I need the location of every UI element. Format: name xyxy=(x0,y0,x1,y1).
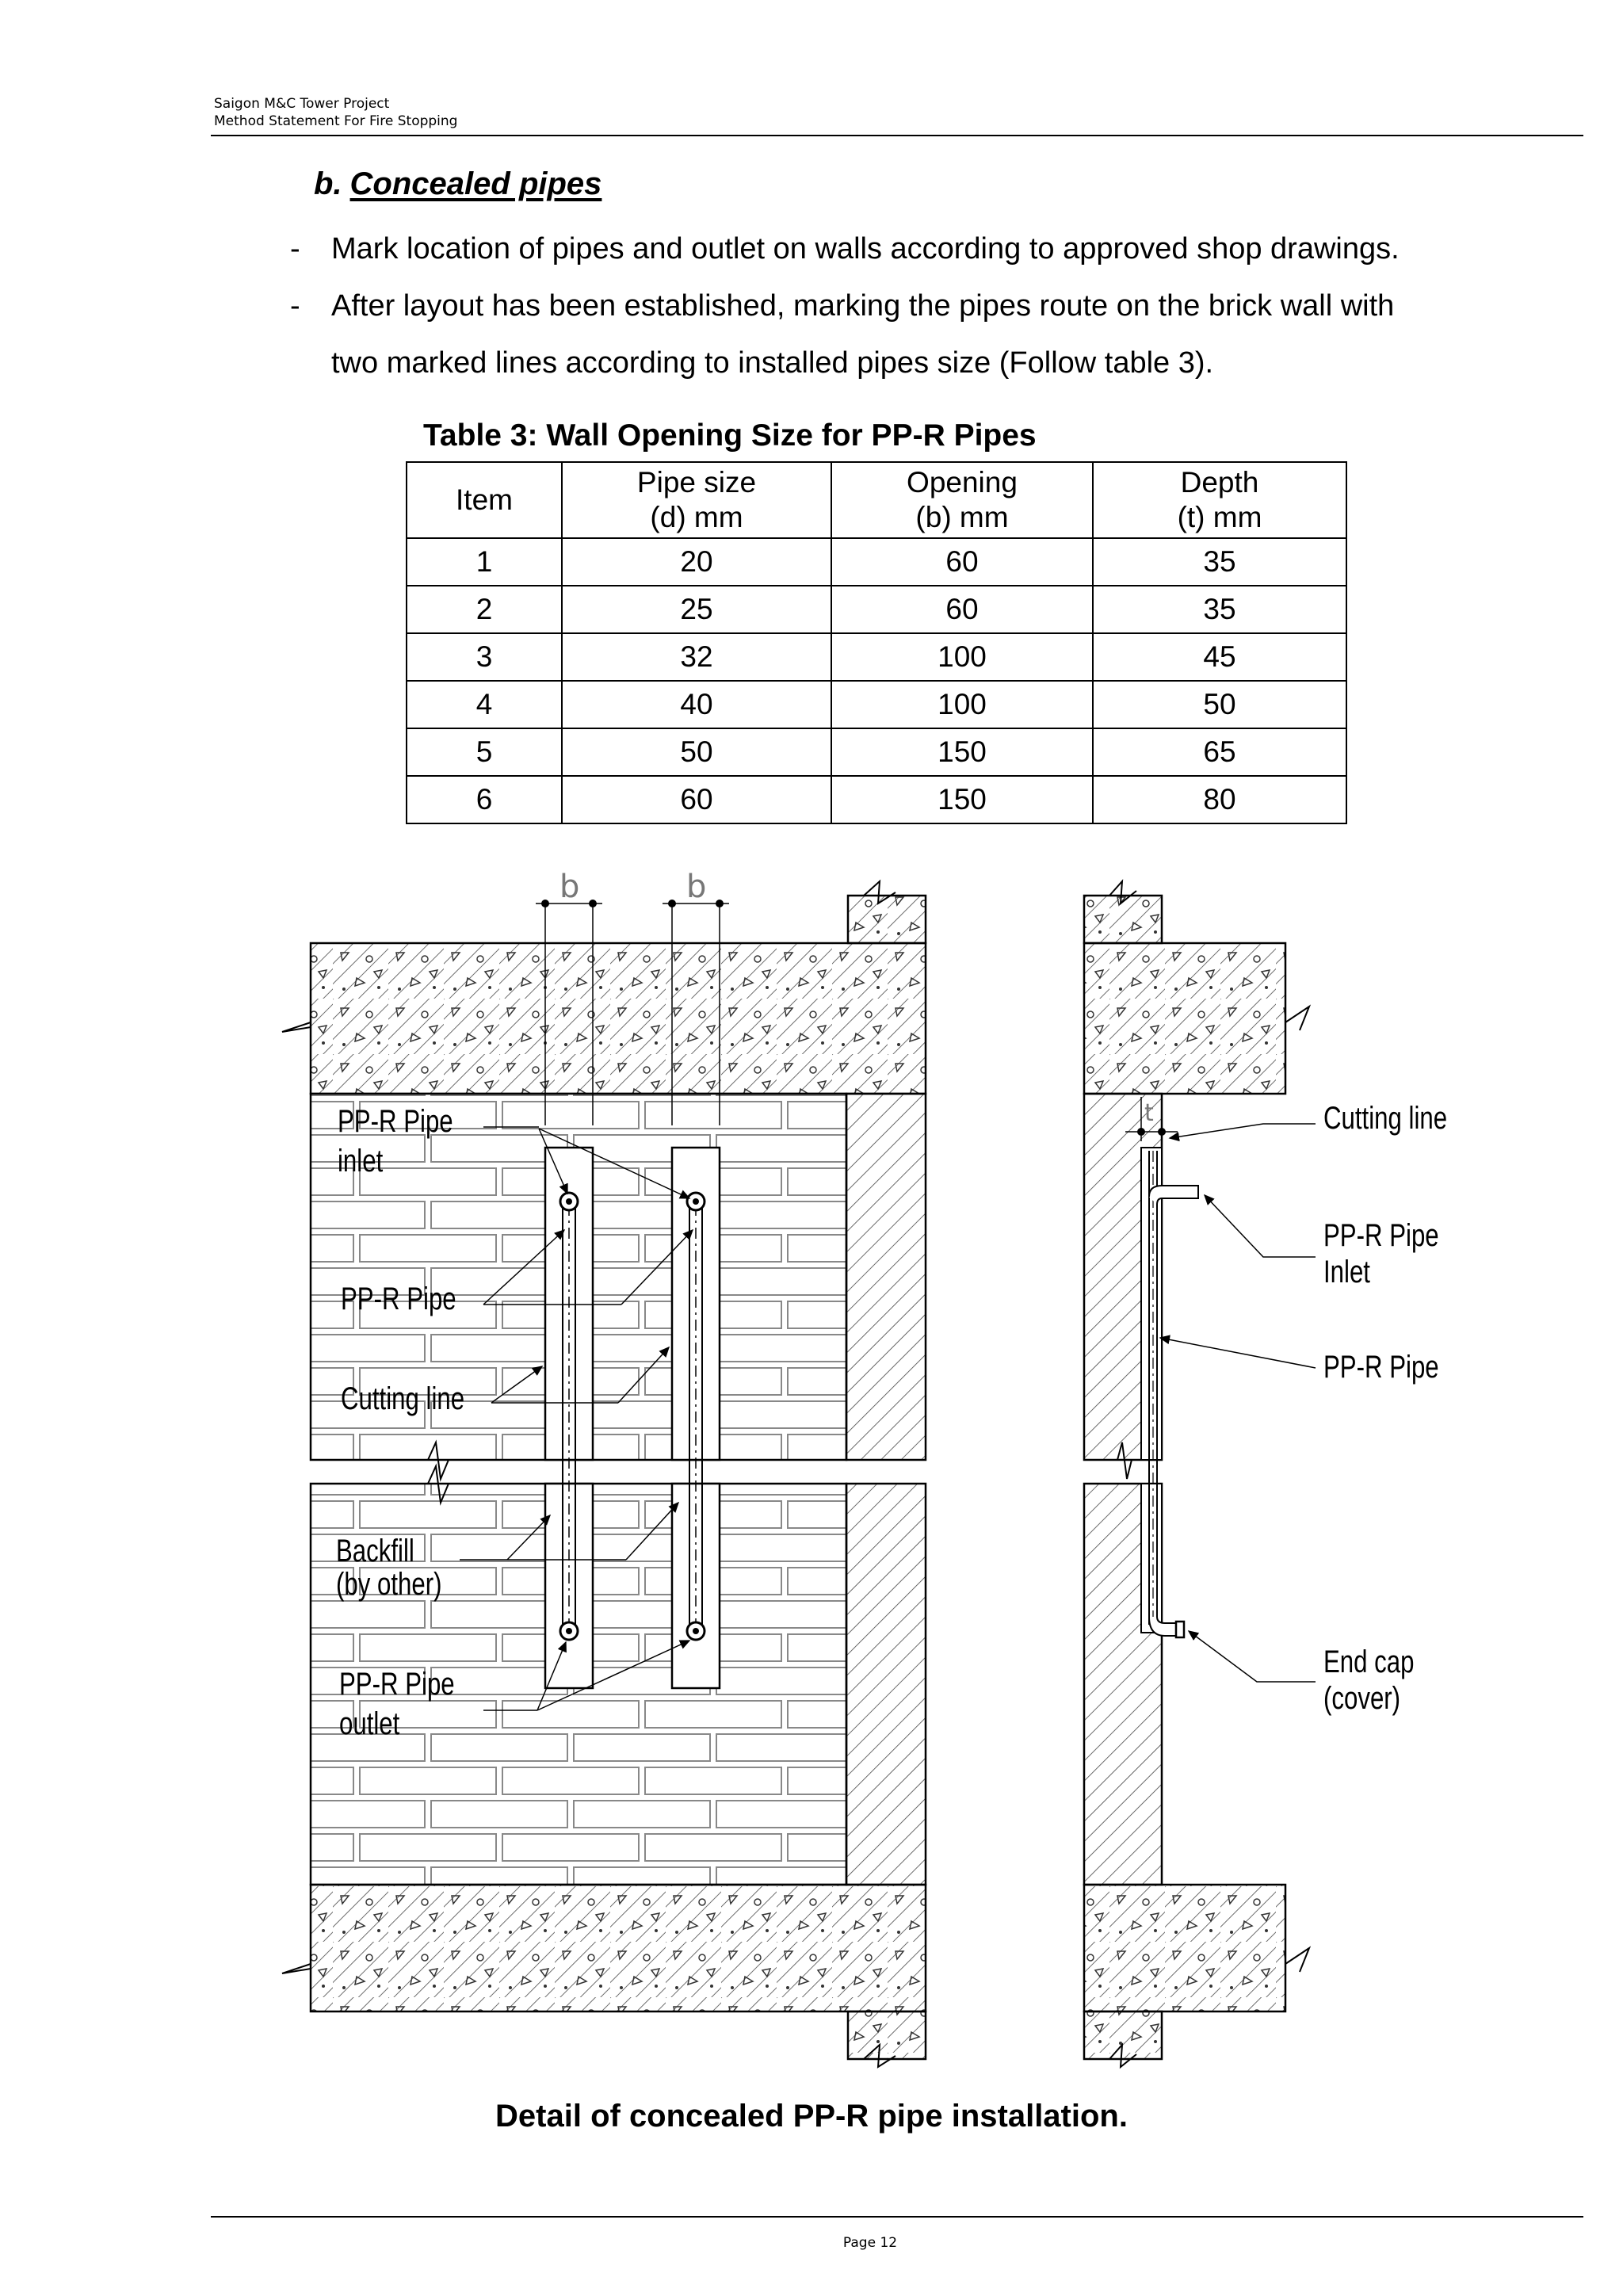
table-cell: 50 xyxy=(1093,681,1346,728)
table-cell: 100 xyxy=(831,633,1093,681)
label-pipe-outlet: PP-R Pipe outlet xyxy=(339,1667,455,1741)
table-cell: 25 xyxy=(562,586,831,633)
header-document: Method Statement For Fire Stopping xyxy=(214,113,458,129)
table-cell: 4 xyxy=(407,681,562,728)
table-cell: 35 xyxy=(1093,586,1346,633)
table-cell: 40 xyxy=(562,681,831,728)
label-pipe-inlet: PP-R Pipe inlet xyxy=(338,1104,453,1179)
label-cutting-line: Cutting line xyxy=(341,1381,465,1416)
table-cell: 60 xyxy=(831,586,1093,633)
table-cell: 60 xyxy=(831,538,1093,586)
concrete-column xyxy=(846,1094,926,1460)
figure-caption: Detail of concealed PP-R pipe installation. xyxy=(495,2099,1128,2134)
bullet-dash: - xyxy=(290,289,300,323)
table-cell: 150 xyxy=(831,776,1093,823)
label-section-pipe-inlet: PP-R Pipe Inlet xyxy=(1323,1218,1439,1289)
table-cell: 35 xyxy=(1093,538,1346,586)
bottom-slab xyxy=(311,1885,926,2011)
dimension-b-label: b xyxy=(686,869,707,905)
bullet-dash: - xyxy=(290,232,300,266)
table-cell: 3 xyxy=(407,633,562,681)
label-end-cap: End cap (cover) xyxy=(1323,1645,1415,1716)
table-cell: 150 xyxy=(831,728,1093,776)
header-cell: Item xyxy=(407,462,562,538)
bullet-text: Mark location of pipes and outlet on walls according to approved shop drawings. xyxy=(331,232,1400,266)
table-cell: 1 xyxy=(407,538,562,586)
section-bottom-slab xyxy=(1084,1885,1285,2011)
header-cell: Pipe size (d) mm xyxy=(562,462,831,538)
table-cell: 65 xyxy=(1093,728,1346,776)
table-cell: 80 xyxy=(1093,776,1346,823)
table-cell: 32 xyxy=(562,633,831,681)
top-slab xyxy=(311,943,926,1094)
section-title-text: Concealed pipes xyxy=(349,166,602,201)
section-top-slab xyxy=(1084,943,1285,1094)
table-cell: 5 xyxy=(407,728,562,776)
table-cell: 60 xyxy=(562,776,831,823)
table-caption: Table 3: Wall Opening Size for PP-R Pipes xyxy=(423,418,1037,453)
header-project: Saigon M&C Tower Project xyxy=(214,96,390,112)
section-label: b. xyxy=(314,166,342,201)
footer-rule xyxy=(211,2216,1583,2218)
label-backfill: Backfill (by other) xyxy=(336,1534,442,1602)
table-cell: 6 xyxy=(407,776,562,823)
table-cell: 50 xyxy=(562,728,831,776)
bullet-text: After layout has been established, marking the pipes route on the brick wall with xyxy=(331,289,1395,323)
table-cell: 2 xyxy=(407,586,562,633)
header-cell: Depth (t) mm xyxy=(1093,462,1346,538)
dimension-t-label: t xyxy=(1144,1099,1154,1127)
label-section-pipe: PP-R Pipe xyxy=(1323,1350,1439,1385)
table-cell: 100 xyxy=(831,681,1093,728)
label-pipe: PP-R Pipe xyxy=(341,1282,456,1316)
page-number: Page 12 xyxy=(842,2235,898,2251)
bullet-text-continued: two marked lines according to installed pipes size (Follow table 3). xyxy=(331,346,1214,380)
table-cell: 20 xyxy=(562,538,831,586)
label-section-cutting-line: Cutting line xyxy=(1323,1101,1448,1136)
table-cell: 45 xyxy=(1093,633,1346,681)
header-cell: Opening (b) mm xyxy=(831,462,1093,538)
dimension-b-label: b xyxy=(559,869,580,905)
